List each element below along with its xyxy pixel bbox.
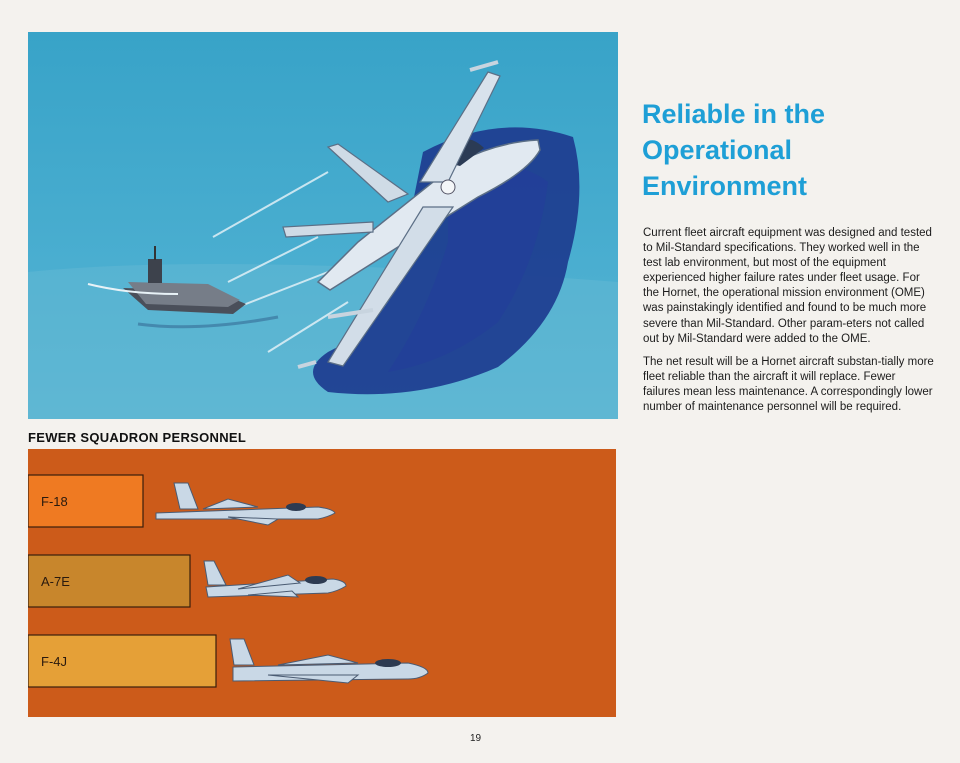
chart-svg [28, 449, 616, 717]
article-body [643, 226, 935, 423]
chart-title: FEWER SQUADRON PERSONNEL [28, 430, 247, 445]
paragraph: The net result will be a Hornet aircraft substan-tially more fleet reliable than the aircraft it will replace. Fewer failures mean less maintenance. A correspondingly lower number of maintenance personnel will be required. [643, 355, 934, 414]
hornet-carrier-illustration [28, 32, 618, 419]
bar-label: F-4J [41, 654, 67, 669]
page-title [642, 96, 942, 204]
illustration-art [28, 32, 618, 419]
title-line: Operational [642, 135, 793, 165]
bar-label: F-18 [41, 494, 68, 509]
page-number: 19 [470, 733, 482, 744]
paragraph: Current fleet aircraft equipment was designed and tested to Mil-Standard specifications. They worked well in the test lab environment, but most of the equipment experienced higher failure rates under fleet usage. For the Hornet, the operational mission environment (OME) was painstakingly identified and found to be much more severe than Mil-Standard. Other param-eters not called out by Mil-Standard were added to the OME. [643, 227, 932, 345]
bar-label: A-7E [41, 574, 70, 589]
personnel-bar-chart [28, 449, 616, 717]
title-line: Reliable in the [642, 99, 826, 129]
title-line: Environment [642, 171, 808, 201]
